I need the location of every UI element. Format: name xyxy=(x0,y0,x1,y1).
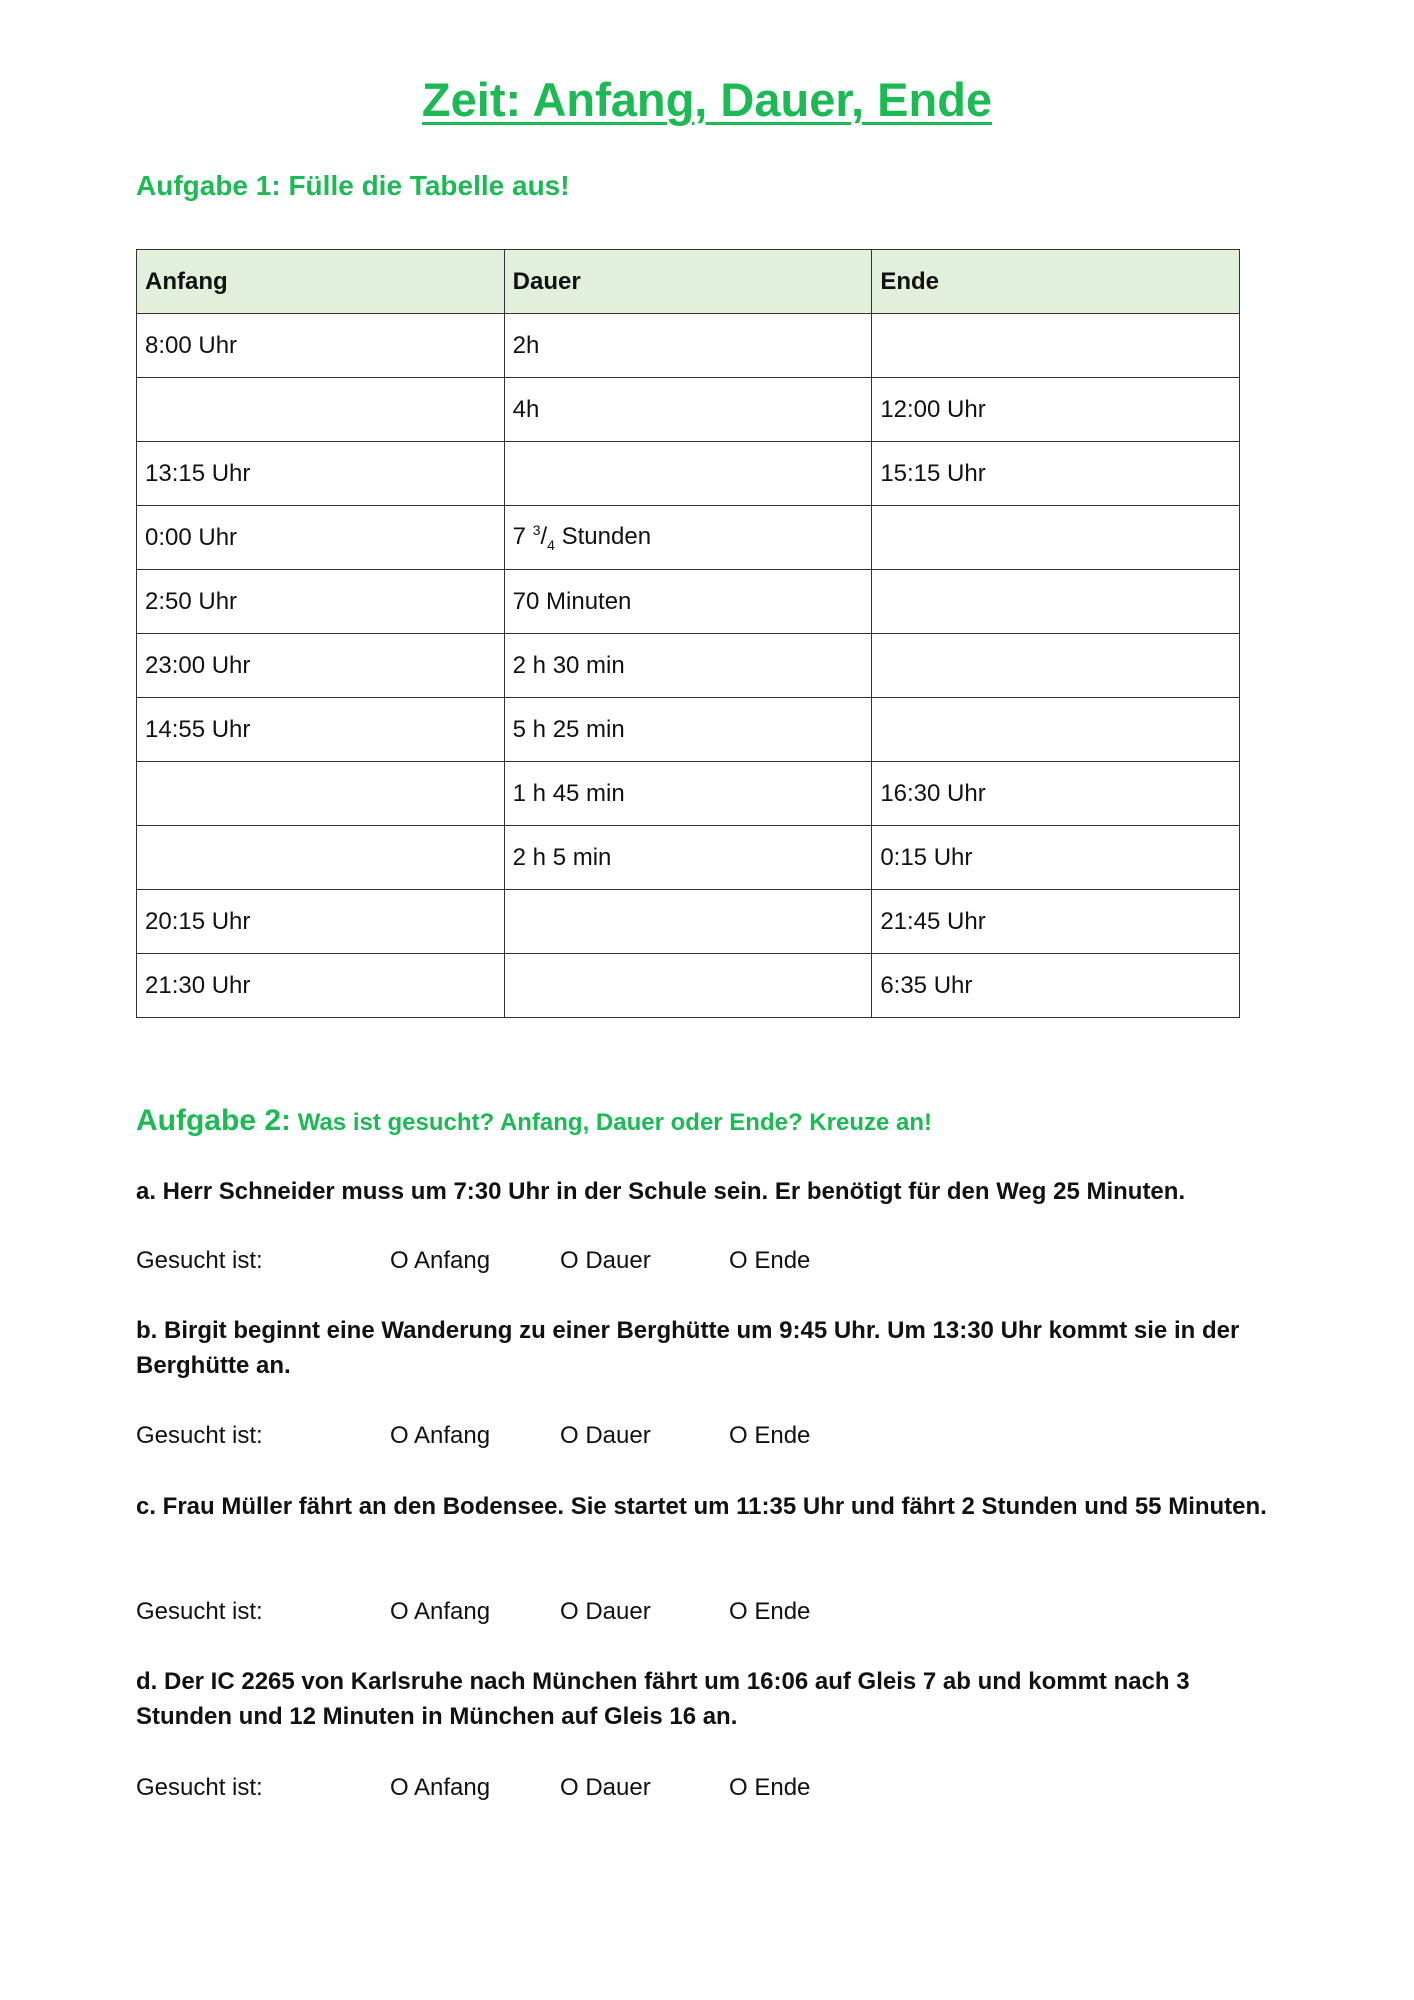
option-dauer[interactable]: O Dauer xyxy=(560,1598,651,1625)
table-row xyxy=(137,890,1240,954)
cell-ende[interactable] xyxy=(872,634,1240,698)
cell-ende: 12:00 Uhr xyxy=(872,378,1240,442)
table-row xyxy=(137,698,1240,762)
answer-label: Gesucht ist: xyxy=(136,1422,263,1449)
option-ende[interactable]: O Ende xyxy=(729,1598,811,1625)
cell-anfang[interactable] xyxy=(137,826,505,890)
cell-ende: 0:15 Uhr xyxy=(872,826,1240,890)
cell-dauer: 70 Minuten xyxy=(504,570,872,634)
option-anfang[interactable]: O Anfang xyxy=(390,1598,491,1625)
table-row xyxy=(137,762,1240,826)
cell-dauer: 2 h 5 min xyxy=(504,826,872,890)
fraction-denominator: 4 xyxy=(547,536,555,553)
option-ende[interactable]: O Ende xyxy=(729,1247,811,1274)
cell-dauer: 2h xyxy=(504,314,872,378)
cell-anfang: 0:00 Uhr xyxy=(137,506,505,570)
cell-ende: 15:15 Uhr xyxy=(872,442,1240,506)
table-row xyxy=(137,506,1240,570)
answer-row-c xyxy=(136,1598,1036,1634)
cell-anfang[interactable] xyxy=(137,378,505,442)
answer-row-b xyxy=(136,1422,1036,1458)
cell-ende: 6:35 Uhr xyxy=(872,954,1240,1018)
cell-dauer[interactable] xyxy=(504,954,872,1018)
cell-anfang: 23:00 Uhr xyxy=(137,634,505,698)
question-b: b. Birgit beginnt eine Wanderung zu einer Berghütte um 9:45 Uhr. Um 13:30 Uhr kommt sie in der Berghütte an. xyxy=(136,1317,1240,1379)
cell-anfang: 21:30 Uhr xyxy=(137,954,505,1018)
cell-anfang: 8:00 Uhr xyxy=(137,314,505,378)
table-row xyxy=(137,570,1240,634)
answer-row-a xyxy=(136,1247,1036,1283)
option-ende[interactable]: O Ende xyxy=(729,1422,811,1449)
header-ende: Ende xyxy=(872,250,1240,314)
cell-anfang: 2:50 Uhr xyxy=(137,570,505,634)
table-row xyxy=(137,378,1240,442)
task2-heading-main: Aufgabe 2: xyxy=(136,1104,292,1137)
cell-ende: 16:30 Uhr xyxy=(872,762,1240,826)
cell-ende[interactable] xyxy=(872,570,1240,634)
fraction-unit: Stunden xyxy=(561,523,652,551)
fraction-whole: 7 xyxy=(512,523,527,551)
page-title: Zeit: Anfang, Dauer, Ende xyxy=(421,73,993,126)
cell-anfang: 14:55 Uhr xyxy=(137,698,505,762)
option-ende[interactable]: O Ende xyxy=(729,1774,811,1801)
question-c: c. Frau Müller fährt an den Bodensee. Sie startet um 11:35 Uhr und fährt 2 Stunden und 55 Minuten. xyxy=(136,1493,1267,1520)
table-row xyxy=(137,442,1240,506)
cell-ende: 21:45 Uhr xyxy=(872,890,1240,954)
option-anfang[interactable]: O Anfang xyxy=(390,1422,491,1449)
question-a: a. Herr Schneider muss um 7:30 Uhr in der Schule sein. Er benötigt für den Weg 25 Minuten. xyxy=(136,1178,1186,1205)
cell-dauer: 2 h 30 min xyxy=(504,634,872,698)
table-row xyxy=(137,314,1240,378)
option-dauer[interactable]: O Dauer xyxy=(560,1422,651,1449)
table-row xyxy=(137,954,1240,1018)
cell-ende[interactable] xyxy=(872,506,1240,570)
answer-row-d xyxy=(136,1774,1036,1810)
cell-ende[interactable] xyxy=(872,314,1240,378)
answer-label: Gesucht ist: xyxy=(136,1598,263,1625)
task2-heading-rest: Was ist gesucht? Anfang, Dauer oder Ende? Kreuze an! xyxy=(297,1109,932,1136)
option-dauer[interactable]: O Dauer xyxy=(560,1774,651,1801)
table-row xyxy=(137,634,1240,698)
cell-ende[interactable] xyxy=(872,698,1240,762)
cell-anfang[interactable] xyxy=(137,762,505,826)
task2-heading xyxy=(136,1104,932,1138)
cell-dauer: 7 $^3/_4$ Stunden xyxy=(504,506,872,570)
question-d: d. Der IC 2265 von Karlsruhe nach München fährt um 16:06 auf Gleis 7 ab und kommt nach 3 Stunden und 12 Minuten in München auf Gleis 16 an. xyxy=(136,1668,1190,1730)
fraction-numerator: 3 xyxy=(532,522,541,539)
time-table xyxy=(136,249,1240,1018)
option-dauer[interactable]: O Dauer xyxy=(560,1247,651,1274)
cell-anfang: 20:15 Uhr xyxy=(137,890,505,954)
cell-dauer: 4h xyxy=(504,378,872,442)
task1-heading: Aufgabe 1: Fülle die Tabelle aus! xyxy=(136,170,570,201)
header-anfang: Anfang xyxy=(137,250,505,314)
cell-dauer: 5 h 25 min xyxy=(504,698,872,762)
table-row xyxy=(137,826,1240,890)
option-anfang[interactable]: O Anfang xyxy=(390,1774,491,1801)
header-dauer: Dauer xyxy=(504,250,872,314)
option-anfang[interactable]: O Anfang xyxy=(390,1247,491,1274)
cell-dauer[interactable] xyxy=(504,890,872,954)
cell-dauer: 1 h 45 min xyxy=(504,762,872,826)
cell-dauer[interactable] xyxy=(504,442,872,506)
cell-anfang: 13:15 Uhr xyxy=(137,442,505,506)
answer-label: Gesucht ist: xyxy=(136,1774,263,1801)
table-header-row xyxy=(137,250,1240,314)
answer-label: Gesucht ist: xyxy=(136,1247,263,1274)
